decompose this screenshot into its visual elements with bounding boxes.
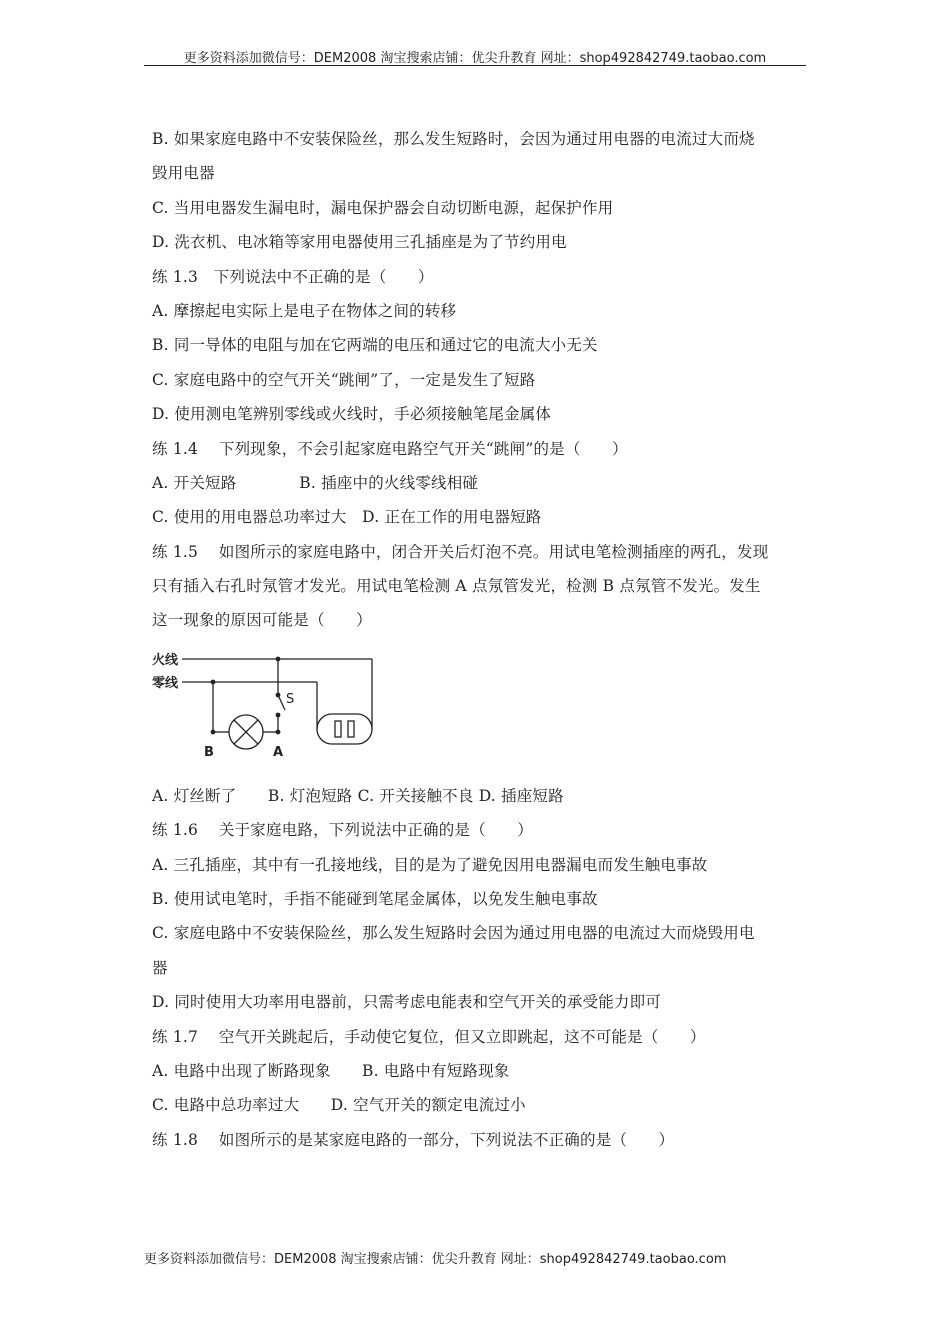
circuit-diagram: [152, 643, 812, 777]
question-text-line: A. 灯丝断了 B. 灯泡短路 C. 开关接触不良 D. 插座短路: [152, 786, 564, 805]
question-text-line: A. 三孔插座，其中有一孔接地线，目的是为了避免因用电器漏电而发生触电事故: [152, 855, 708, 874]
question-text-line: A. 电路中出现了断路现象 B. 电路中有短路现象: [152, 1061, 510, 1080]
point-b-label: B: [204, 744, 214, 760]
question-text-line: 毁用电器: [152, 164, 215, 183]
question-text-line: 器: [152, 958, 168, 977]
text-block-bottom: [152, 779, 812, 1157]
page-footer: 更多资料添加微信号：DEM2008 淘宝搜索店铺：优尖升教育 网址：shop492842749.taobao.com: [144, 1252, 727, 1267]
question-text-line: 练 1.5 如图所示的家庭电路中，闭合开关后灯泡不亮。用试电笔检测插座的两孔，发现: [152, 542, 769, 561]
live-wire-label: 火线: [152, 652, 179, 668]
question-text-line: B. 使用试电笔时，手指不能碰到笔尾金属体，以免发生触电事故: [152, 890, 598, 909]
question-text-line: C. 电路中总功率过大 D. 空气开关的额定电流过小: [152, 1096, 526, 1115]
question-text-line: D. 同时使用大功率用电器前，只需考虑电能表和空气开关的承受能力即可: [152, 993, 662, 1012]
question-text-line: D. 洗衣机、电冰箱等家用电器使用三孔插座是为了节约用电: [152, 233, 567, 252]
question-text-line: 这一现象的原因可能是（ ）: [152, 611, 372, 630]
neutral-wire-label: 零线: [152, 675, 179, 691]
question-text-line: C. 家庭电路中不安装保险丝，那么发生短路时会因为通过用电器的电流过大而烧毁用电: [152, 924, 755, 943]
socket-symbol: [317, 714, 372, 744]
question-text-line: C. 家庭电路中的空气开关“跳闸”了，一定是发生了短路: [152, 370, 536, 389]
question-text-line: C. 当用电器发生漏电时，漏电保护器会自动切断电源，起保护作用: [152, 198, 614, 217]
switch-label: S: [286, 691, 295, 707]
question-text-line: A. 摩擦起电实际上是电子在物体之间的转移: [152, 301, 457, 320]
page-header: 更多资料添加微信号：DEM2008 淘宝搜索店铺：优尖升教育 网址：shop492842749.taobao.com: [183, 51, 767, 66]
question-text-line: 练 1.6 关于家庭电路，下列说法中正确的是（ ）: [152, 821, 533, 840]
text-block-top: [152, 122, 812, 638]
question-text-line: B. 如果家庭电路中不安装保险丝，那么发生短路时，会因为通过用电器的电流过大而烧: [152, 130, 755, 148]
document-body: [152, 122, 812, 1157]
question-text-line: 练 1.7 空气开关跳起后，手动使它复位，但又立即跳起，这不可能是（ ）: [152, 1027, 706, 1046]
question-text-line: C. 使用的用电器总功率过大 D. 正在工作的用电器短路: [152, 508, 542, 527]
question-text-line: A. 开关短路 B. 插座中的火线零线相碰: [152, 473, 479, 492]
point-a-label: A: [273, 744, 284, 760]
question-text-line: 只有插入右孔时氖管才发光。用试电笔检测 A 点氖管发光，检测 B 点氖管不发光。发生: [152, 577, 761, 596]
question-text-line: D. 使用测电笔辨别零线或火线时，手必须接触笔尾金属体: [152, 405, 552, 424]
header-divider: [144, 65, 806, 66]
question-text-line: 练 1.4 下列现象，不会引起家庭电路空气开关“跳闸”的是（ ）: [152, 439, 628, 458]
junction-dots: [211, 656, 281, 734]
question-text-line: 练 1.3 下列说法中不正确的是（ ）: [152, 267, 434, 286]
question-text-line: 练 1.8 如图所示的是某家庭电路的一部分，下列说法不正确的是（ ）: [152, 1130, 675, 1149]
circuit-drawing: [152, 643, 392, 777]
switch-blade: [278, 695, 285, 710]
question-text-line: B. 同一导体的电阻与加在它两端的电压和通过它的电流大小无关: [152, 336, 598, 355]
